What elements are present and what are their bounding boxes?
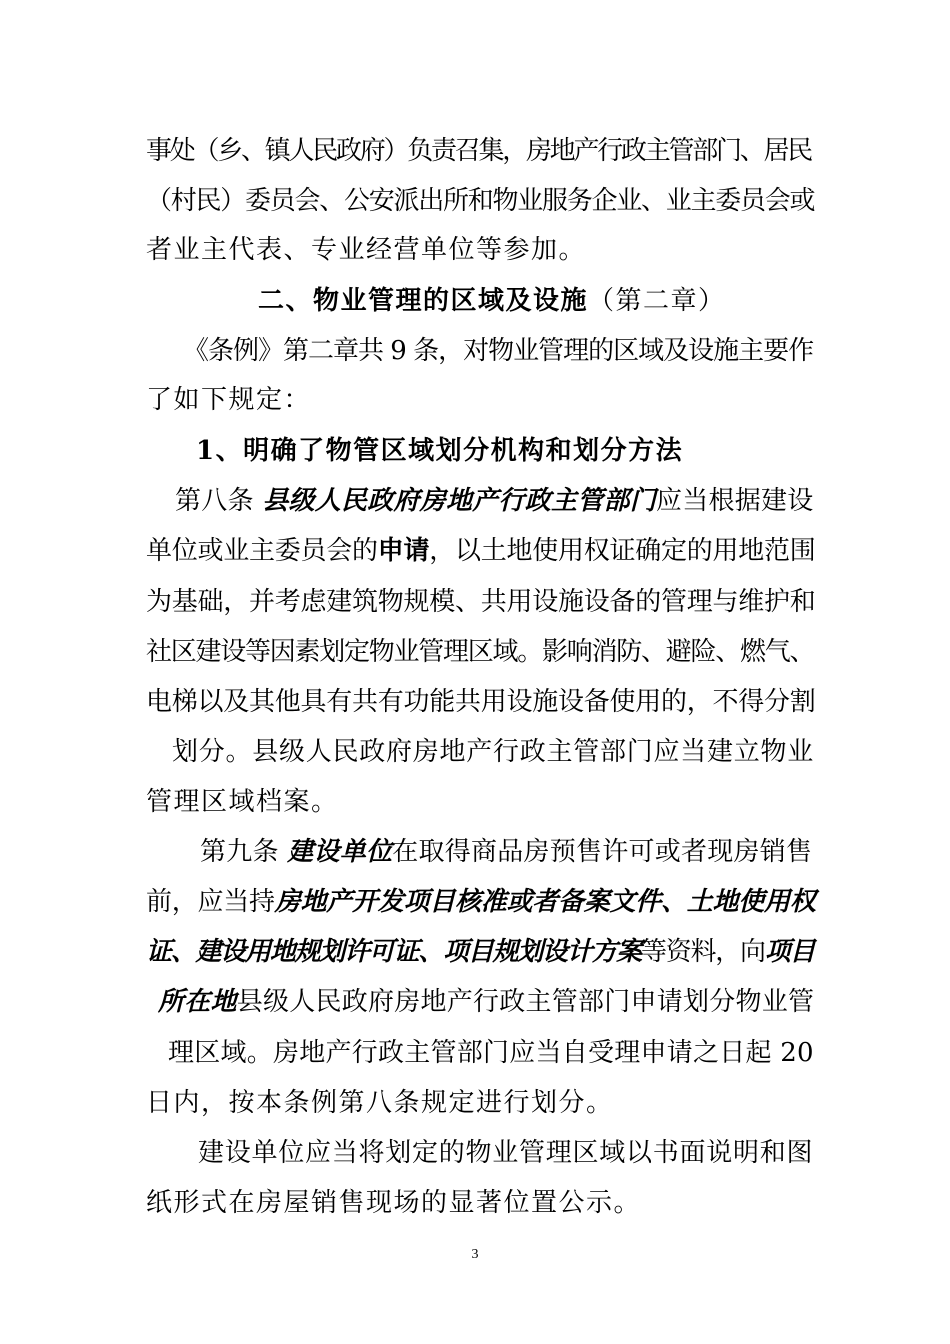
paragraph-line	[146, 230, 816, 270]
article-line	[200, 832, 815, 872]
paragraph-line	[146, 1183, 816, 1223]
paragraph-line	[146, 181, 816, 221]
text-run: 应当根据建设	[656, 486, 814, 516]
paragraph-line	[158, 982, 815, 1022]
paragraph-line	[183, 331, 815, 371]
text-run: 纸形式在房屋销售现场的显著位置公示。	[146, 1188, 642, 1218]
article-line	[175, 481, 815, 521]
heading-chapter: （第二章）	[588, 286, 726, 316]
text-run: 者业主代表、专业经营单位等参加。	[146, 235, 587, 265]
text-run: 在取得商品房预售许可或者现房销售	[392, 837, 813, 867]
paragraph-line	[198, 1133, 815, 1173]
paragraph-line	[146, 782, 816, 822]
emphasis-text: 建设单位	[287, 837, 393, 867]
paragraph-line	[168, 1033, 815, 1073]
emphasis-text: 县级人民政府房地产行政主管部门	[262, 486, 657, 516]
paragraph-line	[146, 932, 816, 972]
text-run: 为基础，并考虑建筑物规模、共用设施设备的管理与维护和	[146, 587, 816, 617]
text-run: 理区域。房地产行政主管部门应当自受理申请之日起 20	[168, 1038, 814, 1068]
heading-text: 1、明确了物管区域划分机构和划分方法	[196, 436, 684, 466]
paragraph-line	[146, 531, 816, 571]
paragraph-line	[146, 882, 816, 922]
section-heading	[258, 281, 928, 321]
emphasis-text: 房地产开发项目核准或者备案文件、土地使用权	[274, 887, 816, 917]
text-run: ，以土地使用权证确定的用地范围	[429, 536, 816, 566]
emphasis-text: 证、建设用地规划许可证、项目规划设计方案	[146, 937, 642, 967]
text-run: 事处（乡、镇人民政府）负责召集，房地产行政主管部门、居民	[146, 136, 812, 166]
emphasis-text: 申请	[377, 536, 430, 566]
text-run: 单位或业主委员会的	[146, 536, 378, 566]
text-run: 县级人民政府房地产行政主管部门申请划分物业管	[236, 987, 815, 1017]
text-run: 建设单位应当将划定的物业管理区域以书面说明和图	[198, 1138, 814, 1168]
subsection-heading	[196, 431, 866, 471]
paragraph-line	[146, 1083, 816, 1123]
text-run: 《条例》第二章共 9 条，对物业管理的区域及设施主要作	[183, 336, 814, 366]
paragraph-line	[146, 131, 816, 171]
text-run: 电梯以及其他具有共有功能共用设施设备使用的，不得分割	[146, 687, 816, 717]
text-run: 前，应当持	[146, 887, 275, 917]
emphasis-text: 所在地	[158, 987, 237, 1017]
paragraph-line	[146, 682, 816, 722]
paragraph-line	[146, 380, 816, 420]
emphasis-text: 项目	[764, 937, 815, 967]
text-run: 了如下规定：	[146, 385, 312, 415]
paragraph-line	[146, 632, 816, 672]
text-run: 等资料，向	[641, 937, 765, 967]
text-run: （村民）委员会、公安派出所和物业服务企业、业主委员会或	[146, 186, 815, 216]
article-label: 第八条	[175, 486, 263, 516]
text-run: 社区建设等因素划定物业管理区域。影响消防、避险、燃气、	[146, 637, 815, 667]
heading-text: 二、物业管理的区域及设施	[258, 286, 589, 316]
text-run: 日内，按本条例第八条规定进行划分。	[146, 1088, 614, 1118]
article-label: 第九条	[200, 837, 288, 867]
text-run: 管理区域档案。	[146, 787, 339, 817]
paragraph-line	[146, 582, 816, 622]
text-run: 划分。县级人民政府房地产行政主管部门应当建立物业	[172, 737, 815, 767]
page-number: 3	[471, 1247, 479, 1262]
paragraph-line	[172, 732, 815, 772]
